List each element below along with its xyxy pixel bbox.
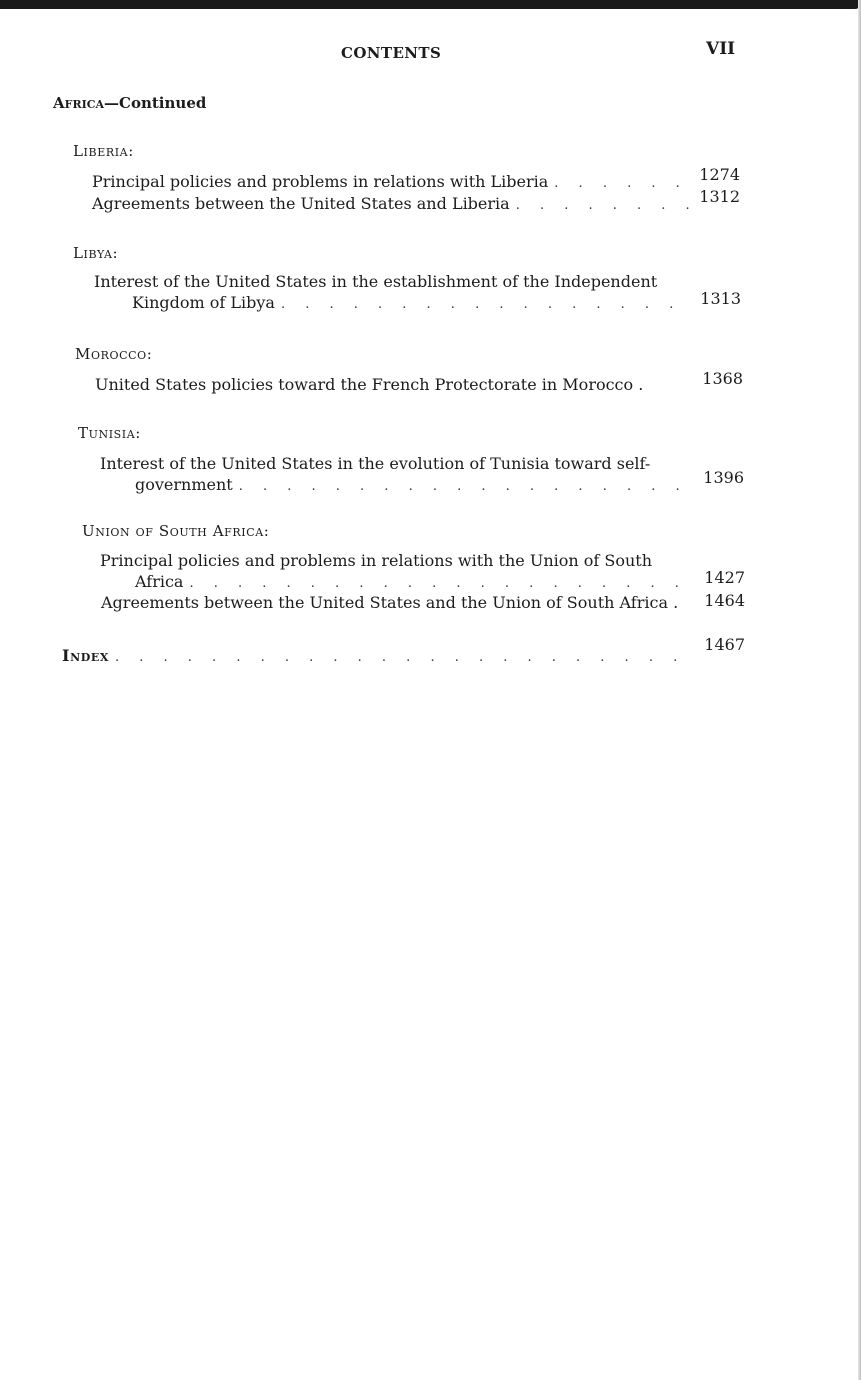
toc-entry-line: [100, 571, 690, 594]
toc-entry-line: [100, 453, 690, 474]
toc-entry-title: Agreements between the United States and Liberia: [92, 194, 510, 213]
toc-entry-title: Principal policies and problems in relations with the Union of South: [100, 551, 653, 570]
toc-entry-line: [95, 374, 692, 395]
toc-entry-page: 1313: [700, 289, 741, 308]
section-heading-liberia: Liberia:: [73, 142, 134, 160]
section-heading-morocco: Morocco:: [75, 345, 153, 363]
toc-entry-index[interactable]: [62, 645, 690, 668]
toc-entry-title: Interest of the United States in the establishment of the Independent: [94, 272, 658, 291]
toc-entry[interactable]: [100, 453, 690, 497]
page-number: VII: [706, 39, 736, 59]
section-heading-libya: Libya:: [73, 244, 119, 262]
toc-entry[interactable]: [92, 193, 689, 216]
dot-leader: [548, 173, 689, 194]
part-name: Africa: [53, 94, 105, 112]
index-page: 1467: [704, 635, 745, 654]
index-label: Index: [62, 646, 109, 665]
dot-leader: [233, 476, 690, 497]
toc-entry[interactable]: [94, 271, 691, 315]
toc-entry-line: [100, 474, 690, 497]
dot-leader: [109, 647, 690, 668]
toc-entry-line: [92, 193, 689, 216]
toc-entry-title-continued: Kingdom of Libya: [132, 293, 275, 312]
part-suffix: —Continued: [104, 94, 207, 112]
toc-entry-title-continued: Africa: [135, 572, 184, 591]
toc-entry-page: 1464: [704, 591, 745, 610]
running-head: [0, 39, 861, 68]
toc-entry-title: United States policies toward the French Protectorate in Morocco .: [95, 375, 644, 394]
toc-entry-line: [101, 592, 693, 613]
toc-entry-title: Principal policies and problems in relations with Liberia: [92, 172, 549, 191]
toc-entry-page: 1396: [703, 468, 744, 487]
section-heading-union-of-south-africa: Union of South Africa:: [82, 522, 270, 540]
toc-entry-title: Agreements between the United States and the Union of South Africa .: [101, 593, 679, 612]
toc-entry-line: [94, 271, 691, 292]
toc-entry-title-continued: government: [135, 475, 233, 494]
toc-entry[interactable]: [101, 592, 693, 613]
toc-entry-page: 1368: [702, 369, 743, 388]
section-heading-tunisia: Tunisia:: [78, 424, 141, 442]
dot-leader: [275, 294, 691, 315]
dot-leader: [183, 573, 690, 594]
toc-entry-line: [100, 550, 690, 571]
dot-leader: [510, 195, 689, 216]
toc-entry[interactable]: [100, 550, 690, 594]
toc-entry[interactable]: [92, 171, 689, 194]
page-title: CONTENTS: [341, 44, 442, 62]
toc-entry-line: [92, 171, 689, 194]
toc-entry-page: 1312: [699, 187, 740, 206]
toc-entry[interactable]: [95, 374, 692, 395]
scan-top-edge: [0, 0, 861, 9]
toc-entry-line: [94, 292, 691, 315]
toc-entry-line: [62, 645, 690, 668]
toc-entry-page: 1427: [704, 568, 745, 587]
toc-entry-title: Interest of the United States in the evolution of Tunisia toward self-: [100, 454, 651, 473]
part-heading: [53, 94, 206, 112]
toc-entry-page: 1274: [699, 165, 740, 184]
